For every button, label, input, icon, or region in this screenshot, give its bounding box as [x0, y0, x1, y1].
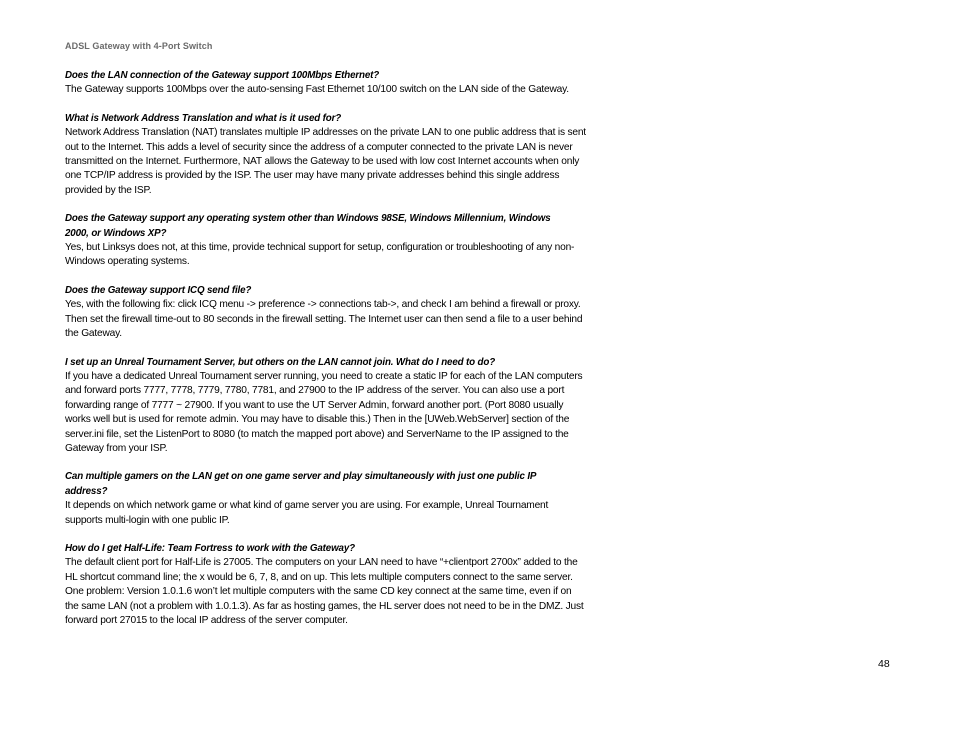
faq-answer: The Gateway supports 100Mbps over the auto-sensing Fast Ethernet 10/100 switch on the LAN side of the Gateway.	[65, 84, 569, 96]
faq-item-icq	[65, 284, 587, 342]
faq-answer: If you have a dedicated Unreal Tournament server running, you need to create a static IP for each of the LAN computers and forward ports 7777, 7778, 7779, 7780, 7781, and 27900 to the IP address of the server. You can also use a port forwarding range of 7777 ~ 27900. If you want to use the UT Server Admin, forward another port. (Port 8080 usually works well but is used for remote admin. You may have to disable this.) Then in the [UWeb.WebServer] section of the server.ini file, set the ListenPort to 8080 (to match the mapped port above) and ServerName to the IP assigned to the Gateway from your ISP.	[65, 370, 583, 454]
faq-question: How do I get Half-Life: Team Fortress to work with the Gateway?	[65, 542, 355, 554]
faq-question: I set up an Unreal Tournament Server, but others on the LAN cannot join. What do I need to do?	[65, 356, 496, 368]
faq-question: Does the Gateway support any operating system other than Windows 98SE, Windows Millennium, Windows 2000, or Windows XP?	[65, 213, 551, 239]
faq-answer: Yes, with the following fix: click ICQ menu -> preference -> connections tab->, and check I am behind a firewall or proxy. Then set the firewall time-out to 80 seconds in the firewall setting. The Internet user can then send a file to a user behind the Gateway.	[65, 299, 583, 340]
faq-answer: The default client port for Half-Life is 27005. The computers on your LAN need to have “+clientport 2700x” added to the HL shortcut command line; the x would be 6, 7, 8, and on up. This lets multiple computers connect to the same server. One problem: Version 1.0.1.6 won’t let multiple computers with the same CD key connect at the same time, even if on the same LAN (not a problem with 1.0.1.3). As far as hosting games, the HL server does not need to be in the DMZ. Just forward port 27015 to the local IP address of the server computer.	[65, 557, 584, 626]
faq-question: Can multiple gamers on the LAN get on one game server and play simultaneously with just one public IP address?	[65, 471, 536, 497]
faq-answer: It depends on which network game or what kind of game server you are using. For example, Unreal Tournament supports multi-login with one public IP.	[65, 500, 549, 526]
faq-item-nat	[65, 112, 587, 198]
faq-item-half-life	[65, 542, 587, 628]
faq-question: What is Network Address Translation and what is it used for?	[65, 112, 342, 124]
faq-answer: Yes, but Linksys does not, at this time, provide technical support for setup, configuration or troubleshooting of any non-Windows operating systems.	[65, 242, 575, 268]
faq-answer: Network Address Translation (NAT) translates multiple IP addresses on the private LAN to one public address that is sent out to the Internet. This adds a level of security since the address of a computer connected to the private LAN is never transmitted on the Internet. Furthermore, NAT allows the Gateway to be used with low cost Internet accounts when only one TCP/IP address is provided by the ISP. The user may have many private addresses behind this single address provided by the ISP.	[65, 127, 586, 196]
faq-item-operating-systems	[65, 212, 587, 270]
faq-item-multiple-gamers	[65, 470, 587, 528]
faq-item-lan-100mbps	[65, 69, 587, 98]
faq-question: Does the Gateway support ICQ send file?	[65, 284, 252, 296]
page-number: 48	[878, 658, 890, 670]
faq-content	[65, 69, 587, 642]
running-header: ADSL Gateway with 4-Port Switch	[65, 41, 213, 51]
faq-item-unreal-tournament	[65, 356, 587, 457]
faq-question: Does the LAN connection of the Gateway support 100Mbps Ethernet?	[65, 70, 380, 81]
